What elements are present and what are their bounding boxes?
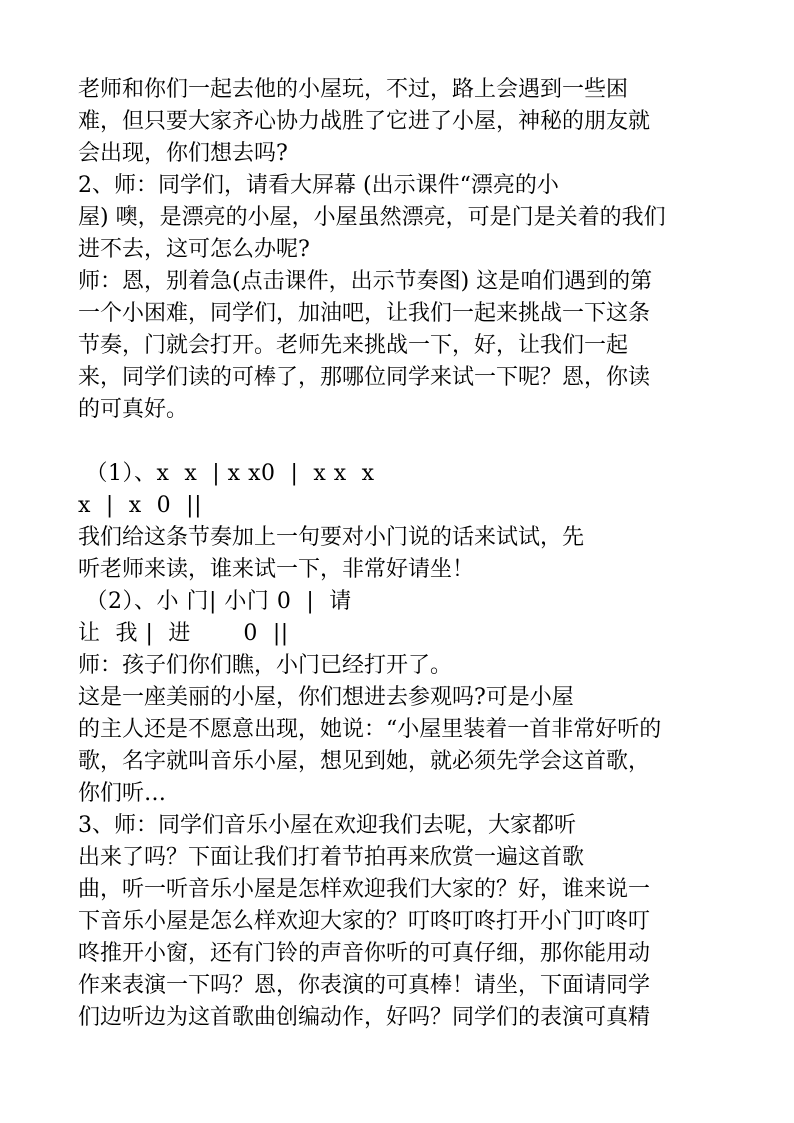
text-line: 这是一座美丽的小屋，你们想进去参观吗?可是小屋 (78, 685, 574, 710)
text-line: 作来表演一下吗？恩，你表演的可真棒！请坐，下面请同学 (78, 973, 651, 998)
rhythm-line: x | x 0 || (78, 493, 202, 518)
text-line: 师：恩，别着急(点击课件，出示节奏图) 这是咱们遇到的第 (78, 269, 653, 294)
text-line: 你们听… (78, 781, 167, 806)
text-line: 出来了吗？下面让我们打着节拍再来欣赏一遍这首歌 (78, 845, 585, 870)
rhythm-line: （2）、小 门| 小门 0 | 请 (78, 589, 352, 614)
text-line: 节奏，门就会打开。老师先来挑战一下，好，让我们一起 (78, 333, 629, 358)
text-line: 老师和你们一起去他的小屋玩，不过，路上会遇到一些困 (78, 77, 629, 102)
text-line: 听老师来读，谁来试一下，非常好请坐！ (78, 557, 475, 582)
text-line: 下音乐小屋是怎么样欢迎大家的？叮咚叮咚打开小门叮咚叮 (78, 909, 651, 934)
text-line: 师：孩子们你们瞧，小门已经打开了。 (78, 653, 453, 678)
text-line: 歌，名字就叫音乐小屋，想见到她，就必须先学会这首歌， (78, 749, 651, 774)
text-line: 曲，听一听音乐小屋是怎样欢迎我们大家的？好，谁来说一 (78, 877, 651, 902)
document-body (78, 74, 718, 1034)
text-line: 进不去，这可怎么办呢? (78, 237, 310, 262)
text-line: 会出现，你们想去吗? (78, 141, 288, 166)
text-line: 3、师：同学们音乐小屋在欢迎我们去呢，大家都听 (78, 813, 576, 838)
text-line: 咚推开小窗，还有门铃的声音你听的可真仔细，那你能用动 (78, 941, 651, 966)
text-line: 屋) 噢，是漂亮的小屋，小屋虽然漂亮，可是门是关着的我们 (78, 205, 666, 230)
text-line: 难，但只要大家齐心协力战胜了它进了小屋，神秘的朋友就 (78, 109, 651, 134)
text-line: 的可真好。 (78, 397, 189, 422)
rhythm-line: （1）、x x | x x0 | x x x (78, 461, 375, 486)
text-line: 的主人还是不愿意出现，她说：“小屋里装着一首非常好听的 (78, 717, 662, 742)
text-line: 我们给这条节奏加上一句要对小门说的话来试试，先 (78, 525, 585, 550)
text-line: 2、师：同学们，请看大屏幕 (出示课件“漂亮的小 (78, 173, 559, 198)
text-line: 一个小困难，同学们，加油吧，让我们一起来挑战一下这条 (78, 301, 651, 326)
text-line: 来，同学们读的可棒了，那哪位同学来试一下呢？恩，你读 (78, 365, 651, 390)
blank-line (78, 426, 718, 458)
rhythm-line: 让 我 | 进 0 || (78, 621, 289, 646)
text-line: 们边听边为这首歌曲创编动作，好吗？同学们的表演可真精 (78, 1005, 651, 1030)
